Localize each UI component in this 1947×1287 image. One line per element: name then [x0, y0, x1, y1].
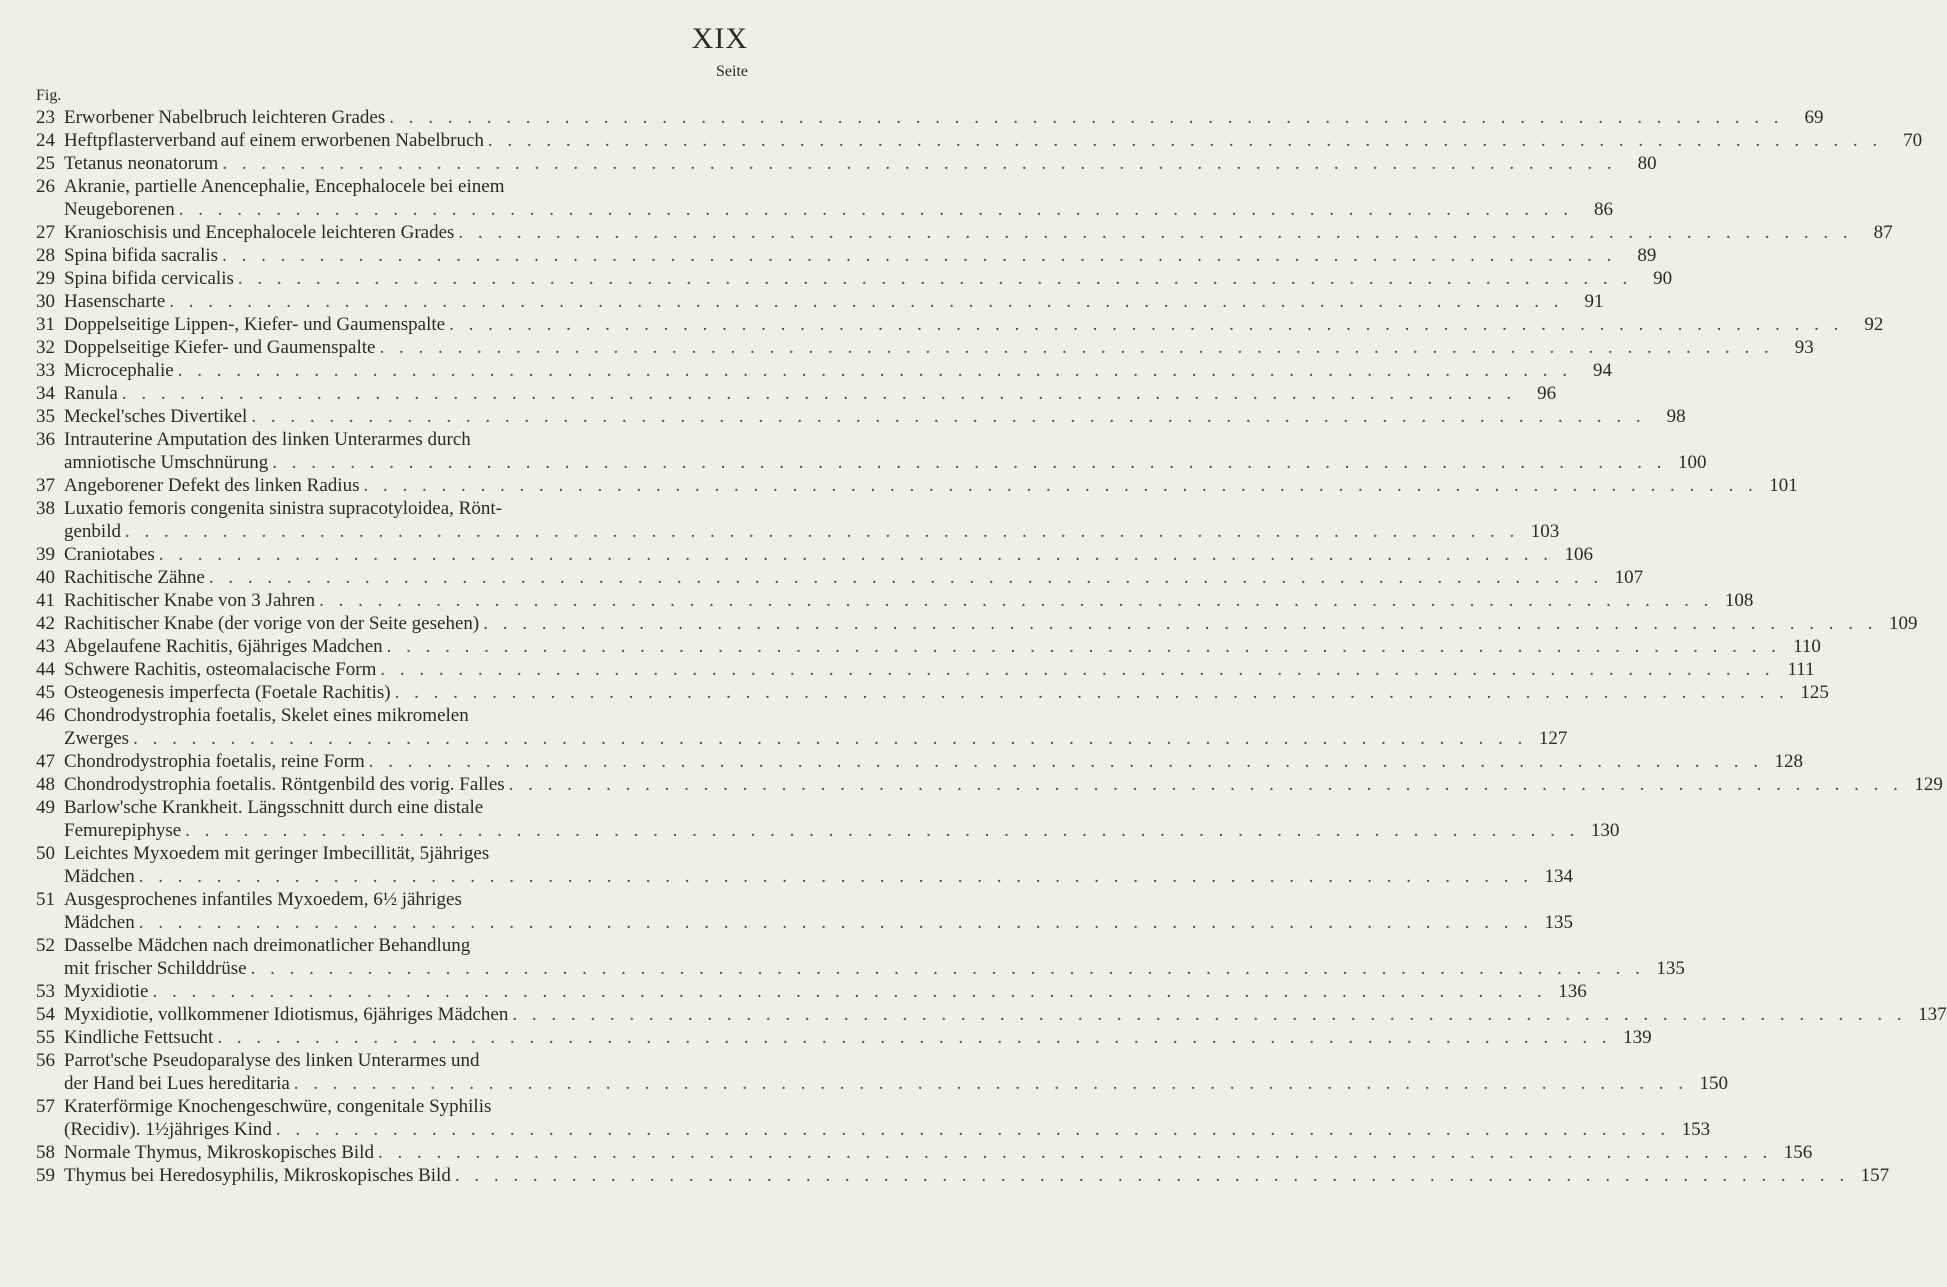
figure-caption: Dasselbe Mädchen nach dreimonatlicher Behandlung [64, 935, 471, 956]
dot-leader [122, 382, 1516, 405]
page-reference: 94 [1592, 360, 1612, 381]
list-item [36, 888, 1573, 934]
dot-leader [369, 750, 1763, 773]
list-item [36, 405, 1686, 428]
figure-caption: Craniotabes [64, 544, 155, 565]
list-item [36, 934, 1685, 980]
page-reference: 127 [1538, 728, 1568, 749]
page-reference: 109 [1888, 613, 1918, 634]
figure-number: 23 [36, 107, 55, 128]
figure-number: 47 [36, 751, 55, 772]
figure-caption: Osteogenesis imperfecta (Foetale Rachitis) [64, 682, 391, 703]
figure-number: 43 [36, 636, 55, 657]
dot-leader [238, 267, 1632, 290]
page-reference: 128 [1774, 751, 1804, 772]
list-item [36, 382, 1557, 405]
page-reference: 107 [1614, 567, 1644, 588]
page-reference: 106 [1564, 544, 1594, 565]
figure-caption: Rachitischer Knabe (der vorige von der Seite gesehen) [64, 613, 480, 634]
figure-caption: Spina bifida sacralis [64, 245, 219, 266]
list-item [36, 106, 1824, 129]
figure-number: 25 [36, 153, 55, 174]
page-reference: 139 [1623, 1027, 1652, 1048]
figure-caption: Meckel'sches Divertikel [64, 406, 248, 427]
page-reference: 96 [1537, 383, 1557, 404]
figure-number: 28 [36, 245, 55, 266]
dot-leader [159, 543, 1553, 566]
figure-caption: Angeborener Defekt des linken Radius [64, 475, 360, 496]
figure-number: 58 [36, 1142, 55, 1163]
figure-caption: amniotische Umschnürung [64, 452, 269, 473]
dot-leader [139, 865, 1533, 888]
figure-number: 53 [36, 981, 55, 1002]
dot-leader [380, 658, 1774, 681]
figure-number: 50 [36, 843, 55, 864]
dot-leader [378, 1141, 1772, 1164]
page-reference: 98 [1666, 406, 1686, 427]
figure-caption: Tetanus neonatorum [64, 153, 219, 174]
dot-leader [512, 1003, 1906, 1026]
figure-caption: Rachitischer Knabe von 3 Jahren [64, 590, 316, 611]
page-reference: 108 [1724, 590, 1754, 611]
dot-leader [139, 911, 1533, 934]
figure-number: 57 [36, 1096, 55, 1117]
list-item [36, 1049, 1729, 1095]
page-reference: 157 [1860, 1165, 1890, 1186]
figure-caption: Rachitische Zähne [64, 567, 205, 588]
dot-leader [133, 727, 1527, 750]
list-item [36, 336, 1814, 359]
page-reference: 93 [1794, 337, 1814, 358]
dot-leader [387, 635, 1781, 658]
figure-caption: Parrot'sche Pseudoparalyse des linken Unterarmes und [64, 1050, 480, 1071]
figure-caption: Spina bifida cervicalis [64, 268, 234, 289]
dot-leader [178, 359, 1572, 382]
figure-caption: Microcephalie [64, 360, 174, 381]
figure-index-list [36, 106, 1947, 1187]
page-reference: 135 [1544, 912, 1573, 933]
figure-caption: Barlow'sche Krankheit. Längsschnitt durch eine distale [64, 797, 484, 818]
figure-caption: Abgelaufene Rachitis, 6jähriges Madchen [64, 636, 383, 657]
figure-caption: Luxatio femoris congenita sinistra supracotyloidea, Rönt- [64, 498, 502, 519]
dot-leader [449, 313, 1843, 336]
page-reference: 70 [1903, 130, 1923, 151]
figure-number: 51 [36, 889, 55, 910]
figure-number: 31 [36, 314, 55, 335]
figure-number: 41 [36, 590, 55, 611]
list-item [36, 1095, 1711, 1141]
dot-leader [251, 957, 1645, 980]
list-item [36, 635, 1821, 658]
figure-caption: Ausgesprochenes infantiles Myxoedem, 6½ jähriges [64, 889, 462, 910]
column-header-fig: Fig. [36, 87, 62, 104]
list-item [36, 175, 1614, 221]
figure-number: 35 [36, 406, 55, 427]
list-item [36, 1026, 1652, 1049]
list-item [36, 796, 1620, 842]
page-reference: 80 [1637, 153, 1657, 174]
list-item [36, 589, 1754, 612]
dot-leader [152, 980, 1546, 1003]
page-reference: 137 [1918, 1004, 1947, 1025]
figure-number: 52 [36, 935, 55, 956]
figure-caption: Leichtes Myxoedem mit geringer Imbecillität, 5jähriges [64, 843, 490, 864]
page-reference: 92 [1864, 314, 1884, 335]
list-item [36, 474, 1798, 497]
page-reference: 110 [1793, 636, 1821, 657]
list-item [36, 129, 1923, 152]
figure-number: 48 [36, 774, 55, 795]
list-item [36, 221, 1893, 244]
figure-number: 36 [36, 429, 55, 450]
figure-number: 39 [36, 544, 55, 565]
list-item [36, 359, 1612, 382]
figure-number: 40 [36, 567, 55, 588]
dot-leader [379, 336, 1773, 359]
dot-leader [251, 405, 1645, 428]
page-reference: 90 [1653, 268, 1673, 289]
dot-leader [395, 681, 1789, 704]
list-item [36, 1141, 1813, 1164]
dot-leader [509, 773, 1903, 796]
page-reference: 89 [1637, 245, 1657, 266]
figure-caption: Kranioschisis und Encephalocele leichteren Grades [64, 222, 455, 243]
column-header-seite: Seite [716, 63, 748, 80]
page-reference: 129 [1914, 774, 1943, 795]
dot-leader [179, 198, 1573, 221]
dot-leader [389, 106, 1783, 129]
dot-leader [125, 520, 1519, 543]
page-reference: 103 [1530, 521, 1560, 542]
page-reference: 101 [1769, 475, 1798, 496]
figure-caption: Chondrodystrophia foetalis. Röntgenbild des vorig. Falles [64, 774, 505, 795]
dot-leader [169, 290, 1563, 313]
list-item [36, 267, 1673, 290]
figure-number: 29 [36, 268, 55, 289]
figure-caption: Doppelseitige Kiefer- und Gaumenspalte [64, 337, 376, 358]
figure-number: 38 [36, 498, 55, 519]
dot-leader [488, 129, 1882, 152]
page-reference: 111 [1787, 659, 1815, 680]
figure-number: 33 [36, 360, 55, 381]
page-reference: 153 [1681, 1119, 1711, 1140]
figure-caption: Mädchen [64, 866, 135, 887]
dot-leader [319, 589, 1713, 612]
list-item [36, 704, 1568, 750]
figure-caption: genbild [64, 521, 121, 542]
dot-leader [455, 1164, 1849, 1187]
page-reference: 87 [1873, 222, 1893, 243]
figure-caption: Erworbener Nabelbruch leichteren Grades [64, 107, 386, 128]
figure-number: 55 [36, 1027, 55, 1048]
figure-caption: Akranie, partielle Anencephalie, Encephalocele bei einem [64, 176, 505, 197]
figure-number: 42 [36, 613, 55, 634]
page-reference: 130 [1590, 820, 1620, 841]
list-item [36, 543, 1594, 566]
figure-caption: Ranula [64, 383, 118, 404]
figure-number: 45 [36, 682, 55, 703]
list-item [36, 750, 1804, 773]
figure-caption: Zwerges [64, 728, 130, 749]
page-reference: 125 [1800, 682, 1829, 703]
list-item [36, 980, 1587, 1003]
dot-leader [209, 566, 1603, 589]
figure-number: 59 [36, 1165, 55, 1186]
page-reference: 135 [1656, 958, 1685, 979]
figure-caption: (Recidiv). 1½jähriges Kind [64, 1119, 272, 1140]
page-reference: 134 [1544, 866, 1573, 887]
dot-leader [185, 819, 1579, 842]
figure-number: 49 [36, 797, 55, 818]
dot-leader [276, 1118, 1670, 1141]
page-reference: 150 [1699, 1073, 1729, 1094]
list-item [36, 497, 1560, 543]
list-item [36, 244, 1657, 267]
figure-caption: Neugeborenen [64, 199, 175, 220]
dot-leader [217, 1026, 1611, 1049]
figure-caption: Mädchen [64, 912, 135, 933]
dot-leader [294, 1072, 1688, 1095]
figure-caption: mit frischer Schilddrüse [64, 958, 247, 979]
page-reference: 100 [1677, 452, 1707, 473]
figure-caption: Intrauterine Amputation des linken Unterarmes durch [64, 429, 471, 450]
page-number: XIX [691, 22, 748, 55]
figure-caption: Femurepiphyse [64, 820, 182, 841]
list-item [36, 681, 1829, 704]
figure-caption: Hasenscharte [64, 291, 166, 312]
page-reference: 91 [1584, 291, 1604, 312]
figure-caption: Heftpflasterverband auf einem erworbenen Nabelbruch [64, 130, 484, 151]
figure-caption: Schwere Rachitis, osteomalacische Form [64, 659, 377, 680]
figure-number: 46 [36, 705, 55, 726]
page-reference: 136 [1558, 981, 1587, 1002]
list-item [36, 612, 1918, 635]
list-item [36, 428, 1707, 474]
list-item [36, 1003, 1947, 1026]
list-item [36, 566, 1644, 589]
figure-caption: Doppelseitige Lippen-, Kiefer- und Gaumenspalte [64, 314, 446, 335]
figure-number: 32 [36, 337, 55, 358]
figure-caption: Myxidiotie, vollkommener Idiotismus, 6jähriges Mädchen [64, 1004, 509, 1025]
figure-number: 44 [36, 659, 55, 680]
figure-number: 26 [36, 176, 55, 197]
list-item [36, 842, 1573, 888]
page-reference: 86 [1594, 199, 1614, 220]
figure-number: 30 [36, 291, 55, 312]
dot-leader [272, 451, 1666, 474]
dot-leader [458, 221, 1852, 244]
list-item [36, 1164, 1890, 1187]
dot-leader [222, 152, 1616, 175]
page-reference: 69 [1804, 107, 1824, 128]
figure-caption: Thymus bei Heredosyphilis, Mikroskopisches Bild [64, 1165, 451, 1186]
list-item [36, 313, 1884, 336]
list-item [36, 773, 1943, 796]
dot-leader [483, 612, 1877, 635]
figure-caption: Chondrodystrophia foetalis, Skelet eines mikromelen [64, 705, 469, 726]
figure-number: 34 [36, 383, 55, 404]
list-item [36, 658, 1815, 681]
figure-number: 24 [36, 130, 55, 151]
figure-number: 27 [36, 222, 55, 243]
figure-caption: der Hand bei Lues hereditaria [64, 1073, 290, 1094]
dot-leader [222, 244, 1616, 267]
figure-caption: Kindliche Fettsucht [64, 1027, 214, 1048]
page-reference: 156 [1783, 1142, 1813, 1163]
figure-caption: Kraterförmige Knochengeschwüre, congenitale Syphilis [64, 1096, 492, 1117]
figure-caption: Chondrodystrophia foetalis, reine Form [64, 751, 365, 772]
figure-caption: Normale Thymus, Mikroskopisches Bild [64, 1142, 374, 1163]
figure-number: 56 [36, 1050, 55, 1071]
list-item [36, 290, 1604, 313]
figure-caption: Myxidiotie [64, 981, 149, 1002]
figure-number: 37 [36, 475, 55, 496]
figure-number: 54 [36, 1004, 55, 1025]
list-item [36, 152, 1657, 175]
dot-leader [363, 474, 1757, 497]
